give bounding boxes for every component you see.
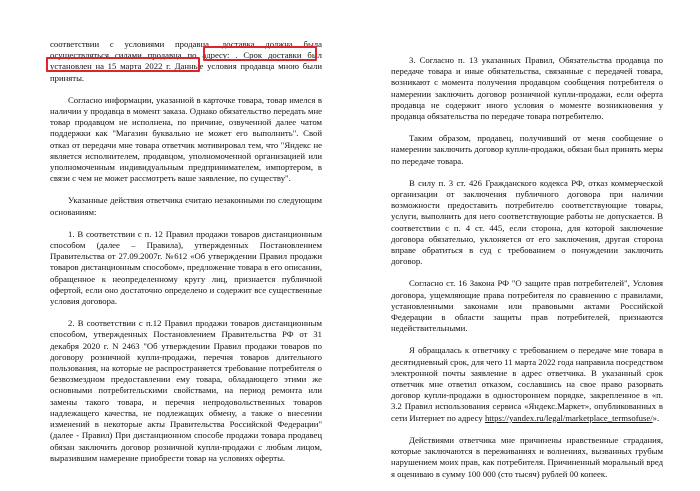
paragraph-rules-2463: 2. В соответствии с п.12 Правил продажи товаров дистанционным способом, утвержденных Постановлением Правительства РФ от 31 декабря 2020 г. N 2463 "Об утверждении Правил продажи товаров по договору розничной купли-продажи, перечня товаров длительного пользования, на которые не распространяется требование потребителя о безвозмездном предоставлении ему товара, обладающего этими же основными потребительскими свойствами, на период ремонта или замены такого товара, и перечня непродовольственных товаров надлежащего качества, не подлежащих обмену, а также о внесении изменений в некоторые акты Правительства Российской Федерации" (далее - Правил) При дистанционном способе продажи товара продавец обязан заключить договор розничной купли-продажи с любым лицом, выразившим намерение приобрести товар на условиях оферты. xyxy=(50,318,322,463)
claim-text-end: ». xyxy=(652,412,660,423)
paragraph-public-offer: 1. В соответствии с п. 12 Правил продажи товаров дистанционным способом (далее – Правила), утвержденных Постановлением Правительства от 27.09.2007г. №612 «Об утверждении Правил продажи товаров дистанционным способом», предложение товара в его описании, обращенное к неопределенному кругу лиц, признается публичной офертой, если оно достаточно определено и содержит все существенные условия договора. xyxy=(50,228,322,307)
paragraph-delivery-terms: соответствии с условиями продавца, доставка должна была осуществляться силами продавца по адресу: . Срок доставки был установлен на 15 марта 2022 г. Данные условия продавца мною были приняты. xyxy=(50,39,322,83)
paragraph-product-availability: Согласно информации, указанной в карточке товара, товар имелся в наличии у продавца в момент заказа. Однако обязательство передать мне товар продавцом не исполнена, по причине, озвученной далее чатом поддержки как "Магазин буквально не может его выполнить". Свой отказ от передачи мне товара ответчик мотивировал тем, что "Яндекс не является исполнителем, продавцом, уполномоченной организацией или уполномоченным индивидуальным предпринимателем, импортером, в связи с чем не может рассмотреть ваше заявление, по существу". xyxy=(50,94,322,184)
claim-text: Я обращалась к ответчику с требованием о передаче мне товара в десятидневный срок, для чего 11 марта 2022 года направила посредством электронной почты заявление в адрес ответчика. В указанный срок ответчик мне ответил отказом, сославшись на свое право разорвать договор купли-продажи в одностороннем порядке, закрепленное в «п. 3.2 Правил использования сервиса «Яндекс.Маркет», опубликованных в сети Интернет по адресу xyxy=(391,345,663,423)
right-text-column xyxy=(391,55,663,491)
paragraph-grounds-intro: Указанные действия ответчика считаю незаконными по следующим основаниям: xyxy=(50,195,322,217)
paragraph-conclusion: Таким образом, продавец, получивший от меня сообщение о намерении заключить договор купли-продажи, обязан был принять меры по передаче товара. xyxy=(391,133,663,166)
paragraph-claim-refusal xyxy=(391,345,663,423)
terms-of-use-link[interactable]: https://yandex.ru/legal/marketplace_termsofuse/ xyxy=(484,412,653,423)
paragraph-civil-code-426: В силу п. 3 ст. 426 Гражданского кодекса РФ, отказ коммерческой организации от заключения публичного договора при наличии возможности предоставить потребителю соответствующие товары, услуги, выполнить для него соответствующие работы не допускается. В соответствии с п. 4 ст. 445, если сторона, для которой заключение договора обязательно, уклоняется от его заключения, другая сторона вправе обратиться в суд с требованием о понуждении заключить договор. xyxy=(391,177,663,267)
paragraph-moral-damage: Действиями ответчика мне причинены нравственные страдания, которые заключаются в переживаниях и волнениях, вызванных грубым нарушением моих прав, как потребителя. Причиненный моральный вред я оцениваю в сумму 100 000 (сто тысяч) рублей 00 копеек. xyxy=(391,434,663,479)
left-page xyxy=(0,0,340,489)
paragraph-consumer-law-16: Согласно ст. 16 Закона РФ "О защите прав потребителей", Условия договора, ущемляющие права потребителя по сравнению с правилами, установленными законами или правовыми актами Российской Федерации в области защиты прав потребителей, признаются недействительными. xyxy=(391,278,663,334)
paragraph-obligation-moment: 3. Согласно п. 13 указанных Правил, Обязательства продавца по передаче товара и иные обязательства, связанные с передачей товара, возникают с момента получения продавцом сообщения потребителя о намерении заключить договор розничной купли-продажи, если оферта продавца не содержит иного условия о моменте возникновения у продавца обязательства по передаче товара потребителю. xyxy=(391,55,663,122)
right-page xyxy=(350,0,700,489)
left-text-column xyxy=(50,39,322,475)
